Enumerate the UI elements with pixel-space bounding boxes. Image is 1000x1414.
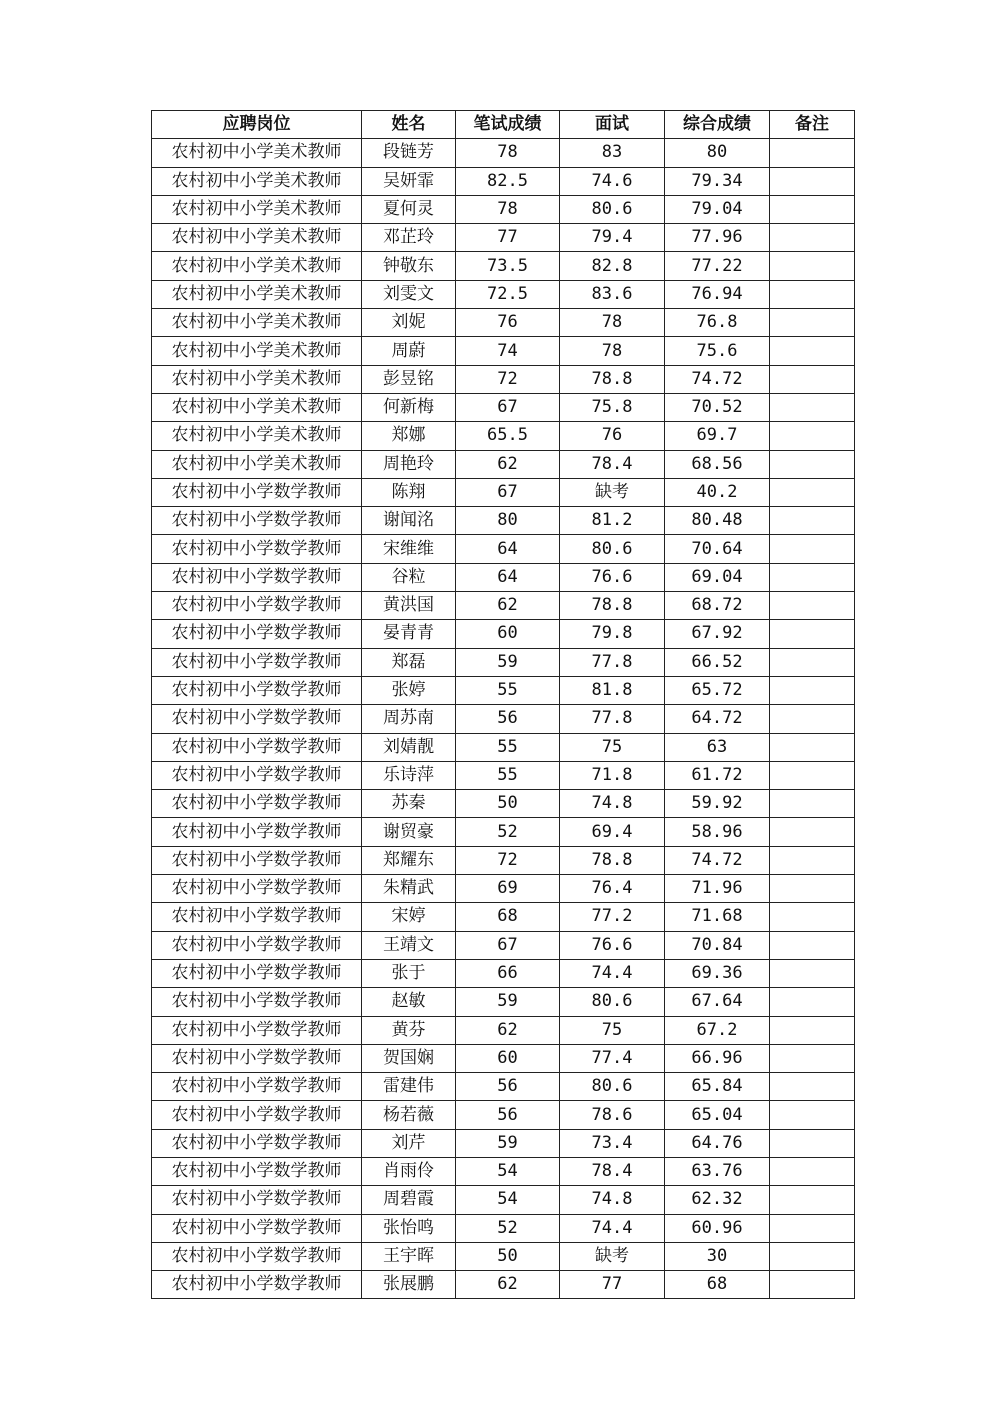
cell-position: 农村初中小学数学教师 bbox=[152, 1101, 362, 1129]
cell-interview: 74.8 bbox=[560, 1186, 665, 1214]
cell-written-score: 82.5 bbox=[456, 167, 560, 195]
cell-written-score: 80 bbox=[456, 507, 560, 535]
cell-total-score: 79.04 bbox=[665, 195, 770, 223]
cell-name: 段链芳 bbox=[362, 139, 456, 167]
cell-written-score: 74 bbox=[456, 337, 560, 365]
cell-position: 农村初中小学数学教师 bbox=[152, 1214, 362, 1242]
cell-written-score: 54 bbox=[456, 1157, 560, 1185]
cell-interview: 78.8 bbox=[560, 592, 665, 620]
cell-remarks bbox=[770, 309, 855, 337]
cell-total-score: 59.92 bbox=[665, 790, 770, 818]
cell-remarks bbox=[770, 846, 855, 874]
table-row bbox=[152, 1271, 855, 1299]
header-remarks: 备注 bbox=[770, 111, 855, 139]
cell-position: 农村初中小学美术教师 bbox=[152, 393, 362, 421]
cell-position: 农村初中小学美术教师 bbox=[152, 252, 362, 280]
cell-remarks bbox=[770, 365, 855, 393]
table-body bbox=[152, 139, 855, 1299]
cell-position: 农村初中小学数学教师 bbox=[152, 1186, 362, 1214]
cell-position: 农村初中小学数学教师 bbox=[152, 705, 362, 733]
cell-interview: 73.4 bbox=[560, 1129, 665, 1157]
cell-total-score: 65.84 bbox=[665, 1073, 770, 1101]
table-row bbox=[152, 167, 855, 195]
cell-remarks bbox=[770, 959, 855, 987]
cell-written-score: 54 bbox=[456, 1186, 560, 1214]
cell-name: 王宇晖 bbox=[362, 1242, 456, 1270]
cell-remarks bbox=[770, 818, 855, 846]
cell-interview: 79.4 bbox=[560, 224, 665, 252]
cell-interview: 77.8 bbox=[560, 648, 665, 676]
cell-position: 农村初中小学数学教师 bbox=[152, 1157, 362, 1185]
cell-total-score: 69.04 bbox=[665, 563, 770, 591]
cell-total-score: 74.72 bbox=[665, 846, 770, 874]
cell-name: 郑耀东 bbox=[362, 846, 456, 874]
table-row bbox=[152, 1214, 855, 1242]
cell-remarks bbox=[770, 733, 855, 761]
cell-total-score: 30 bbox=[665, 1242, 770, 1270]
cell-interview: 77.8 bbox=[560, 705, 665, 733]
cell-interview: 78.8 bbox=[560, 846, 665, 874]
table-row bbox=[152, 1157, 855, 1185]
cell-remarks bbox=[770, 1016, 855, 1044]
cell-name: 苏秦 bbox=[362, 790, 456, 818]
cell-written-score: 55 bbox=[456, 676, 560, 704]
cell-interview: 74.8 bbox=[560, 790, 665, 818]
cell-remarks bbox=[770, 903, 855, 931]
cell-position: 农村初中小学数学教师 bbox=[152, 903, 362, 931]
cell-position: 农村初中小学数学教师 bbox=[152, 1016, 362, 1044]
cell-remarks bbox=[770, 224, 855, 252]
header-written-score: 笔试成绩 bbox=[456, 111, 560, 139]
cell-written-score: 60 bbox=[456, 1044, 560, 1072]
cell-total-score: 74.72 bbox=[665, 365, 770, 393]
cell-total-score: 70.52 bbox=[665, 393, 770, 421]
cell-position: 农村初中小学数学教师 bbox=[152, 535, 362, 563]
table-row bbox=[152, 337, 855, 365]
cell-interview: 76.4 bbox=[560, 875, 665, 903]
cell-name: 郑娜 bbox=[362, 422, 456, 450]
cell-interview: 78.8 bbox=[560, 365, 665, 393]
cell-total-score: 68.56 bbox=[665, 450, 770, 478]
table-row bbox=[152, 563, 855, 591]
cell-interview: 缺考 bbox=[560, 1242, 665, 1270]
table-row bbox=[152, 903, 855, 931]
cell-written-score: 72.5 bbox=[456, 280, 560, 308]
header-row bbox=[152, 111, 855, 139]
cell-remarks bbox=[770, 280, 855, 308]
cell-remarks bbox=[770, 875, 855, 903]
cell-remarks bbox=[770, 1129, 855, 1157]
cell-name: 夏何灵 bbox=[362, 195, 456, 223]
cell-interview: 74.4 bbox=[560, 959, 665, 987]
cell-written-score: 69 bbox=[456, 875, 560, 903]
table-row bbox=[152, 1016, 855, 1044]
cell-written-score: 56 bbox=[456, 705, 560, 733]
cell-name: 钟敬东 bbox=[362, 252, 456, 280]
cell-position: 农村初中小学数学教师 bbox=[152, 648, 362, 676]
table-row bbox=[152, 1101, 855, 1129]
cell-position: 农村初中小学数学教师 bbox=[152, 1073, 362, 1101]
cell-total-score: 65.04 bbox=[665, 1101, 770, 1129]
cell-total-score: 62.32 bbox=[665, 1186, 770, 1214]
cell-position: 农村初中小学数学教师 bbox=[152, 1242, 362, 1270]
cell-interview: 71.8 bbox=[560, 761, 665, 789]
cell-name: 张展鹏 bbox=[362, 1271, 456, 1299]
cell-interview: 78.6 bbox=[560, 1101, 665, 1129]
cell-written-score: 50 bbox=[456, 790, 560, 818]
cell-total-score: 79.34 bbox=[665, 167, 770, 195]
cell-name: 乐诗萍 bbox=[362, 761, 456, 789]
table-row bbox=[152, 931, 855, 959]
cell-interview: 69.4 bbox=[560, 818, 665, 846]
cell-total-score: 67.64 bbox=[665, 988, 770, 1016]
cell-name: 王靖文 bbox=[362, 931, 456, 959]
cell-written-score: 64 bbox=[456, 535, 560, 563]
cell-position: 农村初中小学美术教师 bbox=[152, 167, 362, 195]
cell-position: 农村初中小学数学教师 bbox=[152, 875, 362, 903]
cell-remarks bbox=[770, 535, 855, 563]
cell-name: 刘婧靓 bbox=[362, 733, 456, 761]
cell-total-score: 67.2 bbox=[665, 1016, 770, 1044]
cell-written-score: 52 bbox=[456, 1214, 560, 1242]
cell-name: 张婷 bbox=[362, 676, 456, 704]
cell-name: 黄洪国 bbox=[362, 592, 456, 620]
cell-written-score: 62 bbox=[456, 592, 560, 620]
cell-name: 周苏南 bbox=[362, 705, 456, 733]
cell-interview: 78.4 bbox=[560, 450, 665, 478]
cell-position: 农村初中小学美术教师 bbox=[152, 450, 362, 478]
cell-total-score: 63.76 bbox=[665, 1157, 770, 1185]
table-row bbox=[152, 790, 855, 818]
cell-written-score: 66 bbox=[456, 959, 560, 987]
cell-position: 农村初中小学数学教师 bbox=[152, 676, 362, 704]
cell-interview: 76 bbox=[560, 422, 665, 450]
cell-total-score: 68.72 bbox=[665, 592, 770, 620]
cell-written-score: 62 bbox=[456, 450, 560, 478]
cell-name: 肖雨伶 bbox=[362, 1157, 456, 1185]
cell-position: 农村初中小学美术教师 bbox=[152, 365, 362, 393]
cell-position: 农村初中小学美术教师 bbox=[152, 280, 362, 308]
cell-name: 何新梅 bbox=[362, 393, 456, 421]
cell-interview: 81.8 bbox=[560, 676, 665, 704]
cell-interview: 78.4 bbox=[560, 1157, 665, 1185]
cell-total-score: 63 bbox=[665, 733, 770, 761]
table-row bbox=[152, 365, 855, 393]
cell-interview: 76.6 bbox=[560, 563, 665, 591]
cell-position: 农村初中小学数学教师 bbox=[152, 620, 362, 648]
cell-name: 郑磊 bbox=[362, 648, 456, 676]
table-row bbox=[152, 1242, 855, 1270]
cell-interview: 77.2 bbox=[560, 903, 665, 931]
cell-written-score: 72 bbox=[456, 846, 560, 874]
cell-interview: 缺考 bbox=[560, 478, 665, 506]
cell-total-score: 66.96 bbox=[665, 1044, 770, 1072]
cell-position: 农村初中小学数学教师 bbox=[152, 1271, 362, 1299]
cell-remarks bbox=[770, 450, 855, 478]
cell-written-score: 52 bbox=[456, 818, 560, 846]
cell-interview: 75 bbox=[560, 1016, 665, 1044]
cell-remarks bbox=[770, 676, 855, 704]
cell-position: 农村初中小学数学教师 bbox=[152, 761, 362, 789]
cell-total-score: 70.84 bbox=[665, 931, 770, 959]
cell-written-score: 55 bbox=[456, 733, 560, 761]
header-interview: 面试 bbox=[560, 111, 665, 139]
cell-name: 周碧霞 bbox=[362, 1186, 456, 1214]
table-row bbox=[152, 393, 855, 421]
cell-total-score: 77.22 bbox=[665, 252, 770, 280]
cell-total-score: 71.96 bbox=[665, 875, 770, 903]
cell-name: 周艳玲 bbox=[362, 450, 456, 478]
cell-name: 张怡鸣 bbox=[362, 1214, 456, 1242]
cell-interview: 77.4 bbox=[560, 1044, 665, 1072]
cell-written-score: 50 bbox=[456, 1242, 560, 1270]
cell-name: 谷粒 bbox=[362, 563, 456, 591]
header-total-score: 综合成绩 bbox=[665, 111, 770, 139]
cell-total-score: 67.92 bbox=[665, 620, 770, 648]
cell-written-score: 59 bbox=[456, 648, 560, 676]
cell-total-score: 65.72 bbox=[665, 676, 770, 704]
cell-remarks bbox=[770, 1186, 855, 1214]
cell-position: 农村初中小学美术教师 bbox=[152, 337, 362, 365]
cell-name: 雷建伟 bbox=[362, 1073, 456, 1101]
cell-name: 张于 bbox=[362, 959, 456, 987]
cell-name: 刘雯文 bbox=[362, 280, 456, 308]
cell-written-score: 76 bbox=[456, 309, 560, 337]
cell-interview: 80.6 bbox=[560, 1073, 665, 1101]
cell-interview: 74.4 bbox=[560, 1214, 665, 1242]
cell-total-score: 61.72 bbox=[665, 761, 770, 789]
cell-name: 朱精武 bbox=[362, 875, 456, 903]
cell-name: 邓芷玲 bbox=[362, 224, 456, 252]
cell-interview: 76.6 bbox=[560, 931, 665, 959]
cell-position: 农村初中小学数学教师 bbox=[152, 592, 362, 620]
cell-interview: 75 bbox=[560, 733, 665, 761]
table-row bbox=[152, 648, 855, 676]
cell-remarks bbox=[770, 1214, 855, 1242]
cell-written-score: 78 bbox=[456, 195, 560, 223]
cell-remarks bbox=[770, 422, 855, 450]
table-row bbox=[152, 1186, 855, 1214]
cell-remarks bbox=[770, 620, 855, 648]
cell-written-score: 55 bbox=[456, 761, 560, 789]
score-table bbox=[151, 110, 855, 1299]
cell-interview: 78 bbox=[560, 337, 665, 365]
cell-position: 农村初中小学美术教师 bbox=[152, 224, 362, 252]
cell-remarks bbox=[770, 931, 855, 959]
cell-total-score: 66.52 bbox=[665, 648, 770, 676]
cell-total-score: 71.68 bbox=[665, 903, 770, 931]
cell-name: 赵敏 bbox=[362, 988, 456, 1016]
cell-name: 周蔚 bbox=[362, 337, 456, 365]
cell-interview: 80.6 bbox=[560, 535, 665, 563]
cell-remarks bbox=[770, 563, 855, 591]
cell-position: 农村初中小学数学教师 bbox=[152, 1044, 362, 1072]
cell-remarks bbox=[770, 648, 855, 676]
cell-interview: 83.6 bbox=[560, 280, 665, 308]
cell-remarks bbox=[770, 1271, 855, 1299]
cell-total-score: 76.94 bbox=[665, 280, 770, 308]
cell-written-score: 78 bbox=[456, 139, 560, 167]
table-row bbox=[152, 280, 855, 308]
cell-name: 彭昱铭 bbox=[362, 365, 456, 393]
cell-total-score: 64.72 bbox=[665, 705, 770, 733]
cell-position: 农村初中小学数学教师 bbox=[152, 478, 362, 506]
cell-position: 农村初中小学数学教师 bbox=[152, 733, 362, 761]
cell-remarks bbox=[770, 337, 855, 365]
cell-written-score: 67 bbox=[456, 931, 560, 959]
cell-written-score: 77 bbox=[456, 224, 560, 252]
cell-total-score: 60.96 bbox=[665, 1214, 770, 1242]
cell-remarks bbox=[770, 761, 855, 789]
cell-name: 黄芬 bbox=[362, 1016, 456, 1044]
table-row bbox=[152, 309, 855, 337]
cell-name: 陈翔 bbox=[362, 478, 456, 506]
cell-position: 农村初中小学数学教师 bbox=[152, 790, 362, 818]
cell-total-score: 40.2 bbox=[665, 478, 770, 506]
cell-total-score: 64.76 bbox=[665, 1129, 770, 1157]
cell-written-score: 62 bbox=[456, 1016, 560, 1044]
table-row bbox=[152, 761, 855, 789]
table-row bbox=[152, 988, 855, 1016]
cell-position: 农村初中小学美术教师 bbox=[152, 422, 362, 450]
table-row bbox=[152, 478, 855, 506]
cell-position: 农村初中小学数学教师 bbox=[152, 818, 362, 846]
cell-remarks bbox=[770, 507, 855, 535]
cell-position: 农村初中小学美术教师 bbox=[152, 139, 362, 167]
table-row bbox=[152, 507, 855, 535]
cell-position: 农村初中小学数学教师 bbox=[152, 931, 362, 959]
cell-position: 农村初中小学美术教师 bbox=[152, 309, 362, 337]
header-position: 应聘岗位 bbox=[152, 111, 362, 139]
cell-interview: 80.6 bbox=[560, 988, 665, 1016]
cell-name: 宋婷 bbox=[362, 903, 456, 931]
table-row bbox=[152, 875, 855, 903]
table-row bbox=[152, 1044, 855, 1072]
cell-name: 谢闻洺 bbox=[362, 507, 456, 535]
cell-remarks bbox=[770, 195, 855, 223]
cell-total-score: 76.8 bbox=[665, 309, 770, 337]
cell-name: 贺国娴 bbox=[362, 1044, 456, 1072]
cell-written-score: 59 bbox=[456, 1129, 560, 1157]
cell-interview: 83 bbox=[560, 139, 665, 167]
cell-total-score: 58.96 bbox=[665, 818, 770, 846]
cell-interview: 79.8 bbox=[560, 620, 665, 648]
cell-remarks bbox=[770, 1073, 855, 1101]
cell-total-score: 80 bbox=[665, 139, 770, 167]
table-row bbox=[152, 1129, 855, 1157]
cell-remarks bbox=[770, 1242, 855, 1270]
cell-interview: 82.8 bbox=[560, 252, 665, 280]
table-row bbox=[152, 139, 855, 167]
cell-interview: 80.6 bbox=[560, 195, 665, 223]
cell-interview: 74.6 bbox=[560, 167, 665, 195]
cell-written-score: 68 bbox=[456, 903, 560, 931]
cell-name: 刘妮 bbox=[362, 309, 456, 337]
cell-name: 杨若薇 bbox=[362, 1101, 456, 1129]
cell-written-score: 67 bbox=[456, 478, 560, 506]
cell-written-score: 67 bbox=[456, 393, 560, 421]
cell-name: 晏青青 bbox=[362, 620, 456, 648]
cell-remarks bbox=[770, 988, 855, 1016]
cell-written-score: 72 bbox=[456, 365, 560, 393]
table-row bbox=[152, 450, 855, 478]
cell-written-score: 60 bbox=[456, 620, 560, 648]
cell-position: 农村初中小学数学教师 bbox=[152, 507, 362, 535]
cell-position: 农村初中小学数学教师 bbox=[152, 846, 362, 874]
cell-remarks bbox=[770, 790, 855, 818]
cell-remarks bbox=[770, 167, 855, 195]
cell-position: 农村初中小学美术教师 bbox=[152, 195, 362, 223]
table-row bbox=[152, 422, 855, 450]
cell-position: 农村初中小学数学教师 bbox=[152, 988, 362, 1016]
table-row bbox=[152, 195, 855, 223]
table-row bbox=[152, 252, 855, 280]
cell-remarks bbox=[770, 1101, 855, 1129]
cell-remarks bbox=[770, 705, 855, 733]
cell-written-score: 59 bbox=[456, 988, 560, 1016]
table-row bbox=[152, 224, 855, 252]
table-row bbox=[152, 733, 855, 761]
cell-name: 刘芹 bbox=[362, 1129, 456, 1157]
table-row bbox=[152, 846, 855, 874]
cell-written-score: 56 bbox=[456, 1073, 560, 1101]
cell-name: 宋维维 bbox=[362, 535, 456, 563]
cell-interview: 78 bbox=[560, 309, 665, 337]
cell-remarks bbox=[770, 1044, 855, 1072]
cell-interview: 81.2 bbox=[560, 507, 665, 535]
table-row bbox=[152, 676, 855, 704]
cell-remarks bbox=[770, 592, 855, 620]
cell-written-score: 56 bbox=[456, 1101, 560, 1129]
cell-interview: 75.8 bbox=[560, 393, 665, 421]
cell-total-score: 68 bbox=[665, 1271, 770, 1299]
table-row bbox=[152, 1073, 855, 1101]
cell-remarks bbox=[770, 252, 855, 280]
table-row bbox=[152, 592, 855, 620]
table-row bbox=[152, 705, 855, 733]
cell-remarks bbox=[770, 478, 855, 506]
cell-position: 农村初中小学数学教师 bbox=[152, 563, 362, 591]
cell-name: 吴妍霏 bbox=[362, 167, 456, 195]
cell-total-score: 80.48 bbox=[665, 507, 770, 535]
cell-position: 农村初中小学数学教师 bbox=[152, 1129, 362, 1157]
cell-written-score: 73.5 bbox=[456, 252, 560, 280]
cell-remarks bbox=[770, 393, 855, 421]
cell-remarks bbox=[770, 139, 855, 167]
cell-interview: 77 bbox=[560, 1271, 665, 1299]
cell-total-score: 77.96 bbox=[665, 224, 770, 252]
table-row bbox=[152, 959, 855, 987]
cell-total-score: 69.7 bbox=[665, 422, 770, 450]
cell-total-score: 69.36 bbox=[665, 959, 770, 987]
cell-written-score: 64 bbox=[456, 563, 560, 591]
table-row bbox=[152, 620, 855, 648]
cell-total-score: 75.6 bbox=[665, 337, 770, 365]
cell-written-score: 62 bbox=[456, 1271, 560, 1299]
cell-total-score: 70.64 bbox=[665, 535, 770, 563]
cell-remarks bbox=[770, 1157, 855, 1185]
cell-written-score: 65.5 bbox=[456, 422, 560, 450]
table-row bbox=[152, 535, 855, 563]
cell-position: 农村初中小学数学教师 bbox=[152, 959, 362, 987]
table-row bbox=[152, 818, 855, 846]
header-name: 姓名 bbox=[362, 111, 456, 139]
cell-name: 谢贸豪 bbox=[362, 818, 456, 846]
